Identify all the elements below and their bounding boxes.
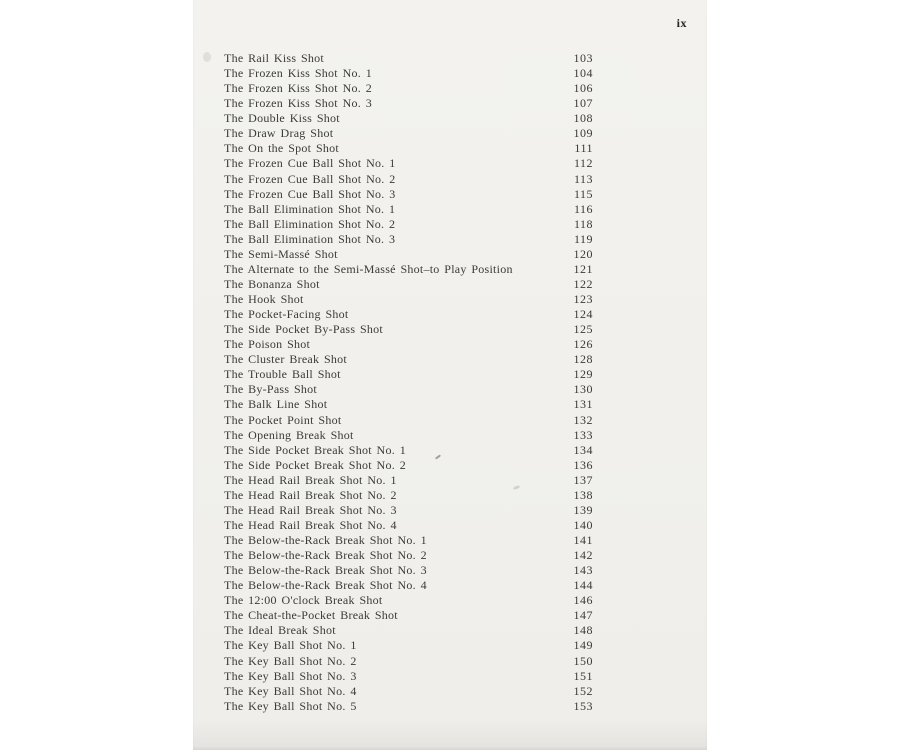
toc-entry-title: The Head Rail Break Shot No. 4 xyxy=(224,517,397,532)
toc-entry-page-number: 103 xyxy=(573,51,593,65)
toc-entry-title: The Pocket-Facing Shot xyxy=(224,307,349,322)
toc-row xyxy=(193,443,707,458)
toc-entry-title: The Key Ball Shot No. 4 xyxy=(224,683,357,698)
toc-entry-title: The Frozen Kiss Shot No. 1 xyxy=(224,66,372,81)
toc-row xyxy=(193,548,707,563)
toc-row xyxy=(193,232,707,247)
toc-entry-title: The Pocket Point Shot xyxy=(224,412,342,427)
toc-row xyxy=(193,699,707,714)
toc-entry-page-number: 116 xyxy=(573,201,593,216)
toc-entry-page-number: 153 xyxy=(573,698,593,713)
toc-entry-title: The Frozen Kiss Shot No. 3 xyxy=(224,96,372,111)
toc-entry-page-number: 151 xyxy=(573,668,593,683)
toc-list xyxy=(193,51,707,714)
toc-entry-page-number: 140 xyxy=(573,517,593,532)
toc-entry-title: The Side Pocket Break Shot No. 2 xyxy=(224,457,406,472)
toc-entry-page-number: 125 xyxy=(573,322,593,337)
toc-row xyxy=(193,563,707,578)
toc-entry-title: The Below-the-Rack Break Shot No. 3 xyxy=(224,563,427,578)
toc-entry-title: The Key Ball Shot No. 5 xyxy=(224,698,357,713)
toc-entry-title: The Semi-Massé Shot xyxy=(224,246,338,261)
toc-row xyxy=(193,277,707,292)
toc-entry-title: The Ball Elimination Shot No. 1 xyxy=(224,201,396,216)
toc-entry-page-number: 144 xyxy=(573,578,593,593)
toc-entry-title: The 12:00 O'clock Break Shot xyxy=(224,593,383,608)
book-page xyxy=(193,0,707,750)
toc-row xyxy=(193,458,707,473)
toc-entry-page-number: 124 xyxy=(573,307,593,322)
page-folio-number: ix xyxy=(676,16,687,30)
toc-entry-page-number: 132 xyxy=(573,412,593,427)
toc-entry-page-number: 139 xyxy=(573,502,593,517)
toc-entry-page-number: 146 xyxy=(573,593,593,608)
toc-entry-title: The Frozen Kiss Shot No. 2 xyxy=(224,81,372,96)
toc-entry-title: The Key Ball Shot No. 2 xyxy=(224,653,357,668)
toc-entry-page-number: 150 xyxy=(573,653,593,668)
toc-entry-title: The Alternate to the Semi-Massé Shot–to Play Position xyxy=(224,261,513,276)
toc-row xyxy=(193,518,707,533)
toc-entry-page-number: 115 xyxy=(573,186,593,201)
toc-entry-page-number: 126 xyxy=(573,337,593,352)
toc-entry-page-number: 119 xyxy=(573,231,593,246)
toc-entry-title: The Hook Shot xyxy=(224,292,304,306)
toc-entry-title: The Below-the-Rack Break Shot No. 2 xyxy=(224,548,427,563)
toc-row xyxy=(193,126,707,141)
toc-entry-page-number: 141 xyxy=(573,533,593,547)
toc-entry-page-number: 107 xyxy=(573,96,593,111)
toc-entry-page-number: 111 xyxy=(574,141,593,156)
toc-entry-page-number: 113 xyxy=(573,171,593,186)
toc-entry-page-number: 152 xyxy=(573,683,593,698)
toc-row xyxy=(193,352,707,367)
toc-row xyxy=(193,141,707,156)
toc-entry-page-number: 143 xyxy=(573,563,593,578)
toc-row xyxy=(193,428,707,443)
toc-row xyxy=(193,684,707,699)
toc-entry-title: The Key Ball Shot No. 1 xyxy=(224,638,357,653)
toc-entry-title: The On the Spot Shot xyxy=(224,141,339,156)
toc-entry-title: The Opening Break Shot xyxy=(224,427,354,442)
toc-row xyxy=(193,96,707,111)
toc-entry-page-number: 121 xyxy=(573,261,593,276)
toc-entry-page-number: 136 xyxy=(573,457,593,472)
toc-entry-title: The Cheat-the-Pocket Break Shot xyxy=(224,608,398,623)
toc-entry-title: The Frozen Cue Ball Shot No. 3 xyxy=(224,186,396,201)
toc-row xyxy=(193,473,707,488)
toc-row xyxy=(193,413,707,428)
toc-entry-page-number: 147 xyxy=(573,608,593,623)
toc-entry-title: The Head Rail Break Shot No. 2 xyxy=(224,487,397,502)
toc-entry-page-number: 106 xyxy=(573,81,593,96)
toc-entry-page-number: 109 xyxy=(573,126,593,141)
toc-entry-title: The Ideal Break Shot xyxy=(224,623,336,638)
toc-row xyxy=(193,608,707,623)
toc-row xyxy=(193,292,707,307)
toc-row xyxy=(193,397,707,412)
toc-entry-page-number: 128 xyxy=(573,352,593,367)
toc-entry-title: The Rail Kiss Shot xyxy=(224,51,325,65)
toc-entry-title: The Side Pocket Break Shot No. 1 xyxy=(224,442,406,457)
toc-entry-title: The Frozen Cue Ball Shot No. 1 xyxy=(224,156,396,171)
toc-entry-title: The Head Rail Break Shot No. 1 xyxy=(224,472,397,487)
toc-row xyxy=(193,51,707,66)
toc-entry-page-number: 129 xyxy=(573,367,593,382)
toc-entry-title: The Below-the-Rack Break Shot No. 1 xyxy=(224,533,427,547)
toc-entry-title: The Below-the-Rack Break Shot No. 4 xyxy=(224,578,427,593)
toc-entry-page-number: 133 xyxy=(573,427,593,442)
toc-entry-title: The Head Rail Break Shot No. 3 xyxy=(224,502,397,517)
toc-row xyxy=(193,247,707,262)
toc-entry-page-number: 131 xyxy=(573,397,593,412)
toc-entry-title: The Trouble Ball Shot xyxy=(224,367,341,382)
toc-row xyxy=(193,262,707,277)
toc-entry-title: The Side Pocket By-Pass Shot xyxy=(224,322,383,337)
toc-entry-title: The Balk Line Shot xyxy=(224,397,328,412)
toc-entry-page-number: 130 xyxy=(573,382,593,397)
toc-row xyxy=(193,382,707,397)
toc-row xyxy=(193,488,707,503)
toc-row xyxy=(193,322,707,337)
toc-row xyxy=(193,111,707,126)
toc-entry-title: The Frozen Cue Ball Shot No. 2 xyxy=(224,171,396,186)
toc-entry-title: The By-Pass Shot xyxy=(224,382,318,397)
toc-entry-page-number: 134 xyxy=(573,442,593,457)
scan-artifact xyxy=(203,52,211,62)
toc-row xyxy=(193,66,707,81)
toc-entry-page-number: 138 xyxy=(573,487,593,502)
toc-entry-title: The Bonanza Shot xyxy=(224,276,320,291)
toc-entry-title: The Cluster Break Shot xyxy=(224,352,347,367)
toc-entry-page-number: 120 xyxy=(573,246,593,261)
toc-entry-page-number: 112 xyxy=(573,156,593,171)
toc-row xyxy=(193,81,707,96)
toc-row xyxy=(193,669,707,684)
toc-row xyxy=(193,217,707,232)
toc-row xyxy=(193,503,707,518)
toc-entry-page-number: 118 xyxy=(573,216,593,231)
toc-entry-page-number: 122 xyxy=(573,276,593,291)
toc-row xyxy=(193,533,707,548)
toc-entry-page-number: 137 xyxy=(573,472,593,487)
toc-row xyxy=(193,187,707,202)
toc-entry-page-number: 108 xyxy=(573,111,593,126)
toc-entry-page-number: 148 xyxy=(573,623,593,638)
toc-row xyxy=(193,172,707,187)
toc-entry-title: The Key Ball Shot No. 3 xyxy=(224,668,357,683)
toc-entry-title: The Ball Elimination Shot No. 2 xyxy=(224,216,396,231)
toc-row xyxy=(193,623,707,638)
toc-entry-page-number: 104 xyxy=(573,66,593,81)
toc-row xyxy=(193,337,707,352)
toc-row xyxy=(193,638,707,653)
toc-entry-page-number: 149 xyxy=(573,638,593,653)
toc-row xyxy=(193,367,707,382)
toc-row xyxy=(193,202,707,217)
toc-row xyxy=(193,156,707,171)
toc-entry-title: The Ball Elimination Shot No. 3 xyxy=(224,231,396,246)
toc-entry-page-number: 123 xyxy=(573,292,593,306)
toc-entry-title: The Draw Drag Shot xyxy=(224,126,334,141)
toc-entry-title: The Double Kiss Shot xyxy=(224,111,340,126)
toc-row xyxy=(193,307,707,322)
toc-entry-title: The Poison Shot xyxy=(224,337,311,352)
toc-row xyxy=(193,578,707,593)
toc-row xyxy=(193,593,707,608)
toc-row xyxy=(193,654,707,669)
toc-entry-page-number: 142 xyxy=(573,548,593,563)
